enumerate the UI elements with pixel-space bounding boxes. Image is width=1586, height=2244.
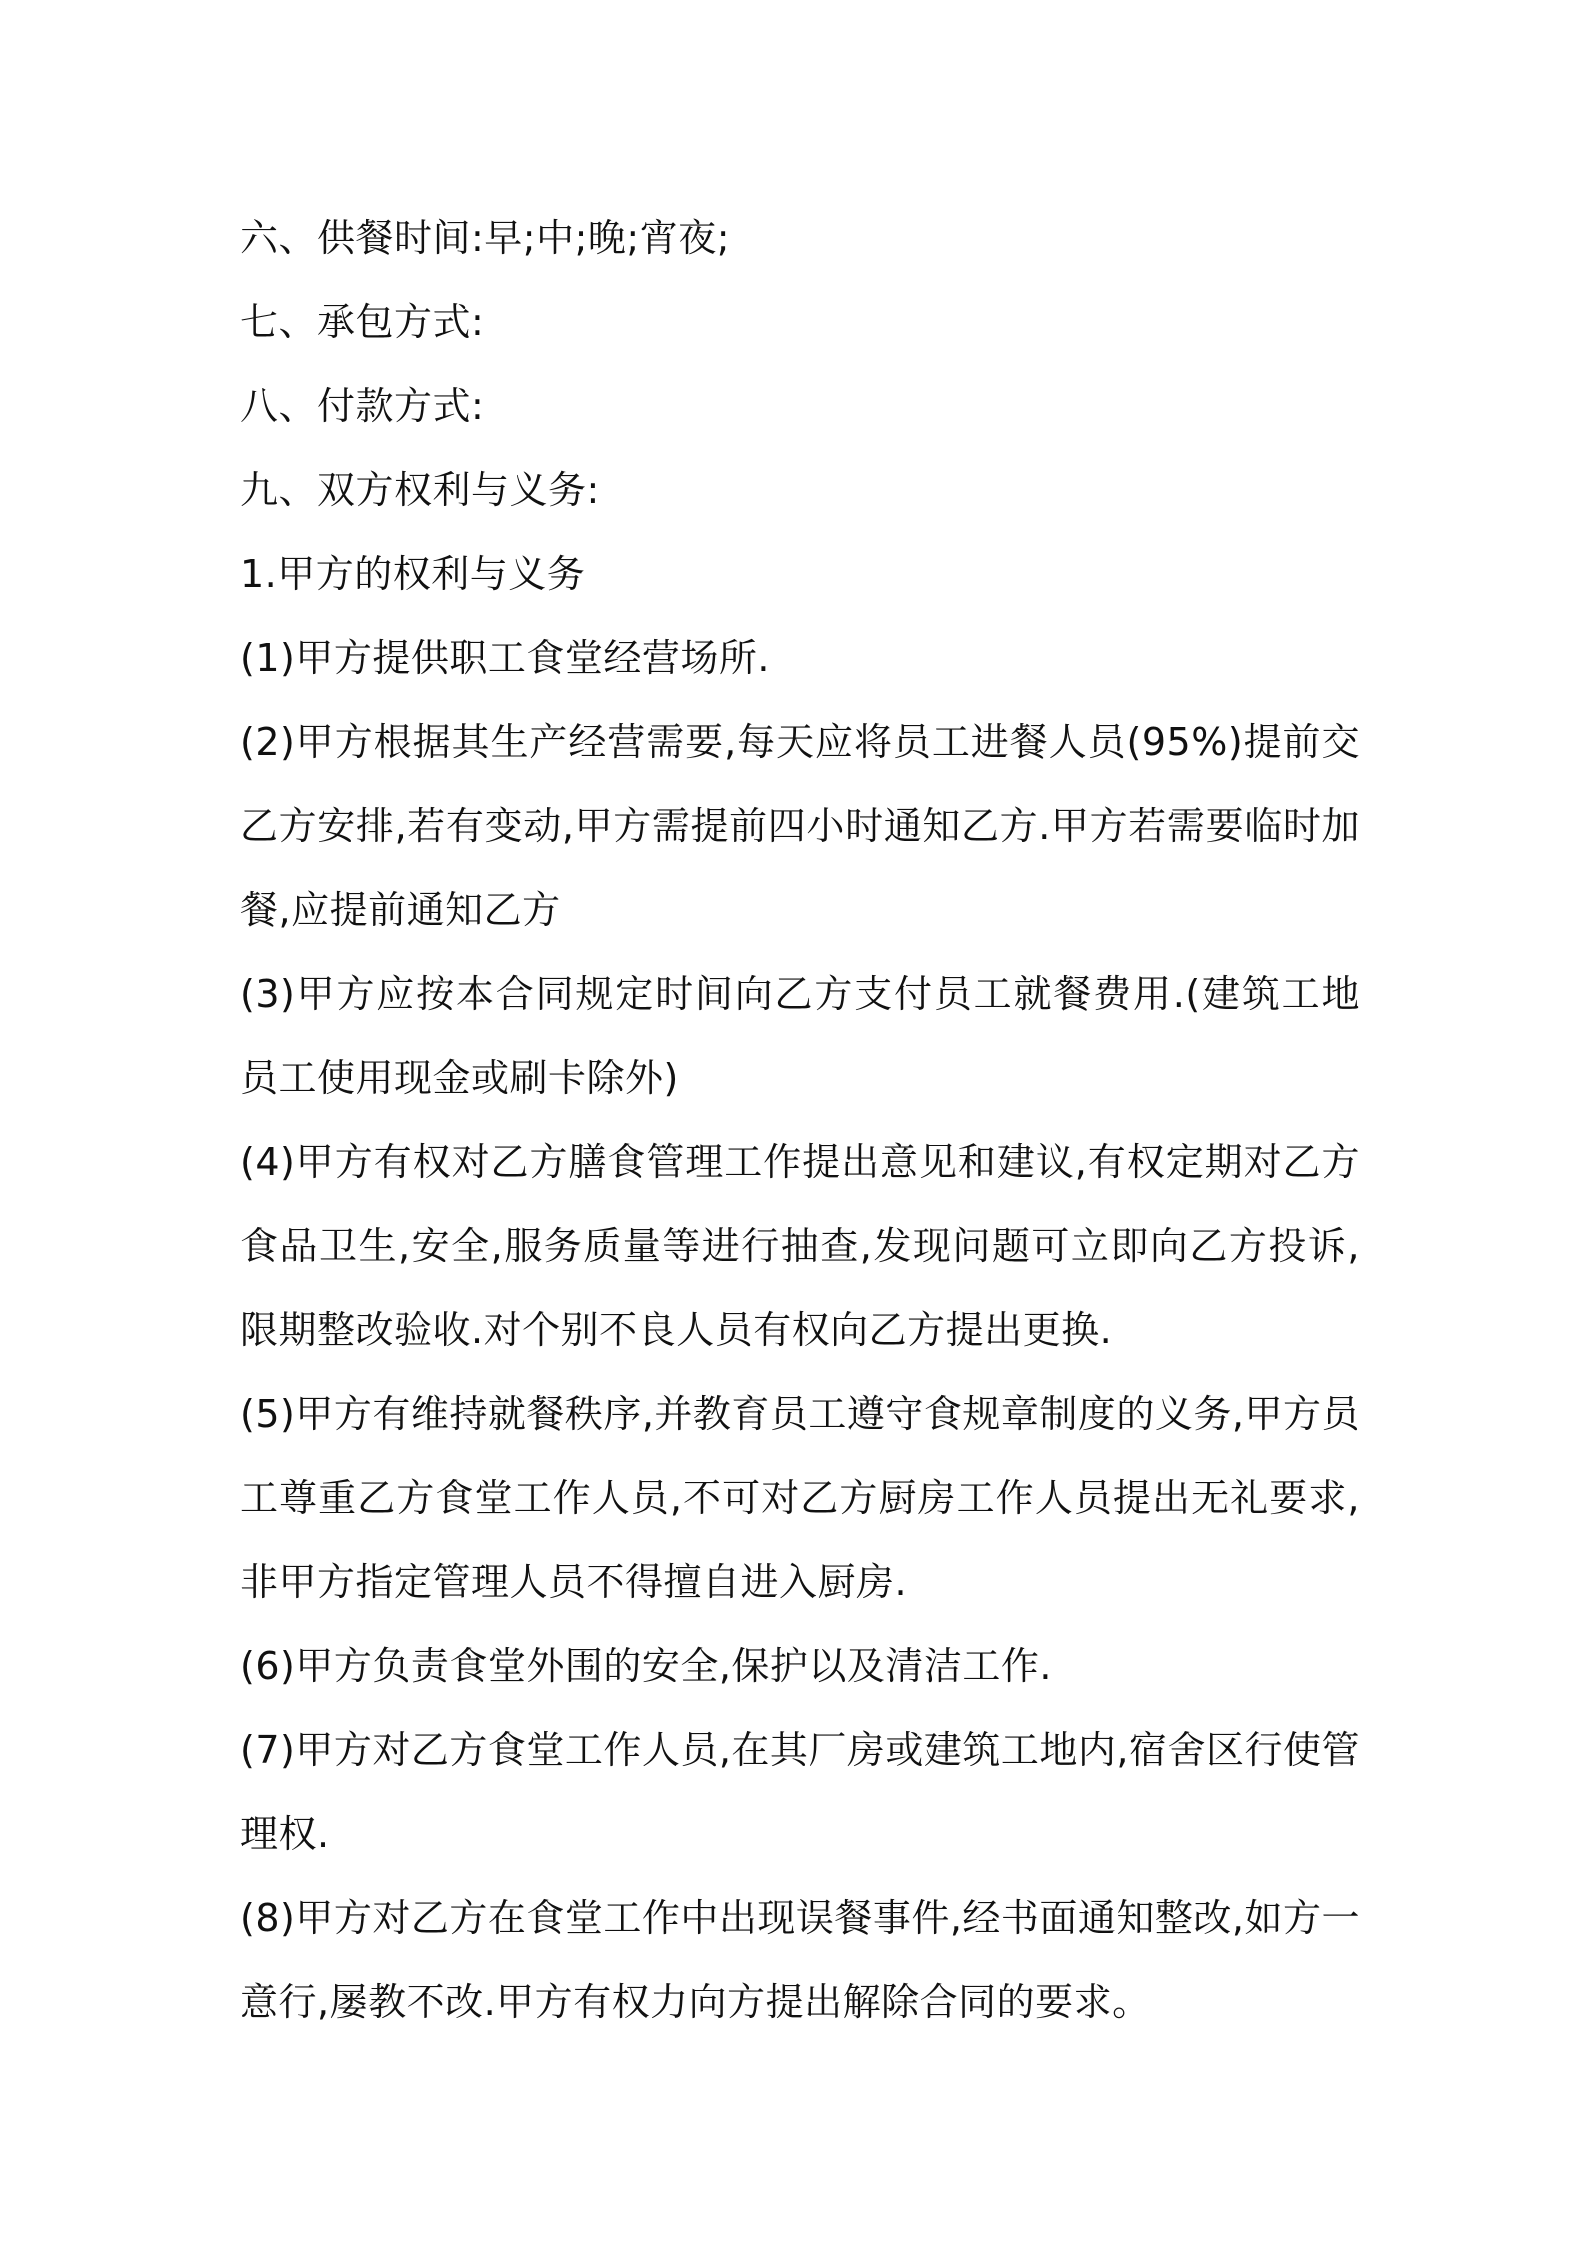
paragraph-clause-1: (1)甲方提供职工食堂经营场所.	[240, 636, 770, 680]
paragraph-clause-3: (3)甲方应按本合同规定时间向乙方支付员工就餐费用.(建筑工地员工使用现金或刷卡除外)	[240, 972, 1360, 1100]
paragraph-clause-7: (7)甲方对乙方食堂工作人员,在其厂房或建筑工地内,宿舍区行使管理权.	[240, 1728, 1360, 1856]
paragraph-clause-6: (6)甲方负责食堂外围的安全,保护以及清洁工作.	[240, 1644, 1052, 1688]
paragraph-section-7: 七、承包方式:	[240, 300, 485, 344]
paragraph-clause-8: (8)甲方对乙方在食堂工作中出现误餐事件,经书面通知整改,如方一意行,屡教不改.甲方有权力向方提出解除合同的要求。	[240, 1896, 1360, 2024]
paragraph-section-6: 六、供餐时间:早;中;晚;宵夜;	[240, 216, 731, 260]
paragraph-subheading-1: 1.甲方的权利与义务	[240, 552, 586, 596]
paragraph-section-8: 八、付款方式:	[240, 384, 485, 428]
paragraph-section-9: 九、双方权利与义务:	[240, 468, 600, 512]
paragraph-clause-4: (4)甲方有权对乙方膳食管理工作提出意见和建议,有权定期对乙方食品卫生,安全,服务质量等进行抽查,发现问题可立即向乙方投诉,限期整改验收.对个别不良人员有权向乙方提出更换.	[240, 1140, 1360, 1352]
paragraph-clause-2: (2)甲方根据其生产经营需要,每天应将员工进餐人员(95%)提前交乙方安排,若有变动,甲方需提前四小时通知乙方.甲方若需要临时加餐,应提前通知乙方	[240, 720, 1360, 932]
paragraph-clause-5: (5)甲方有维持就餐秩序,并教育员工遵守食规章制度的义务,甲方员工尊重乙方食堂工作人员,不可对乙方厨房工作人员提出无礼要求,非甲方指定管理人员不得擅自进入厨房.	[240, 1392, 1360, 1604]
document-body	[240, 196, 1360, 2044]
